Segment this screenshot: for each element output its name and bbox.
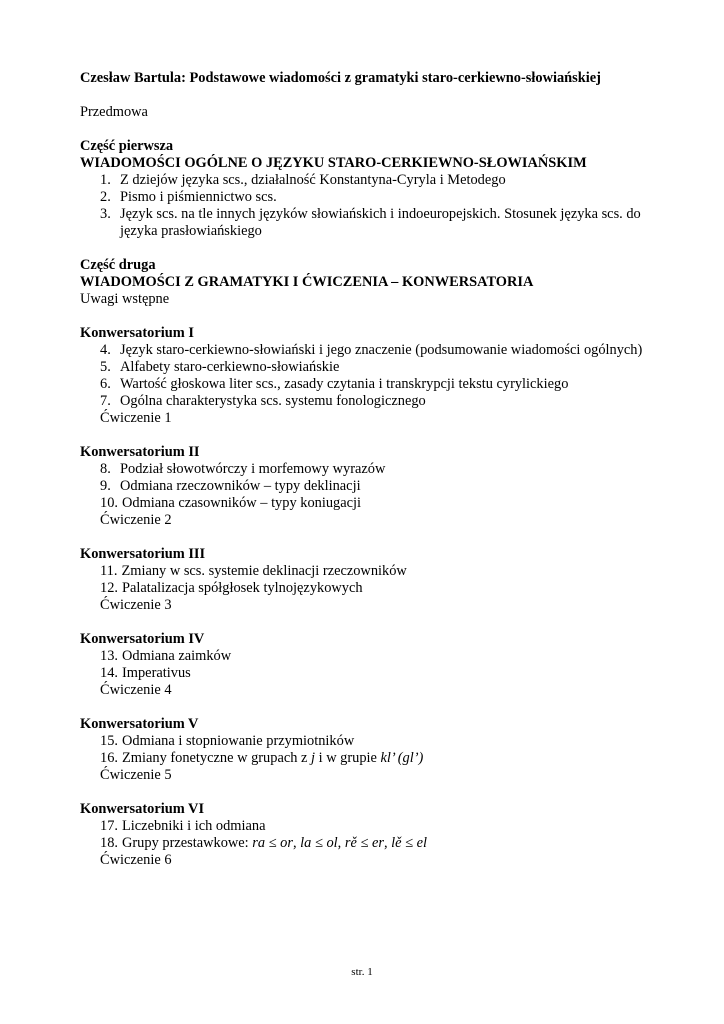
list-item bbox=[80, 359, 660, 376]
seminar-2-section bbox=[80, 444, 660, 529]
seminar-heading: Konwersatorium I bbox=[80, 325, 194, 341]
italic-fragment: ra ≤ or bbox=[252, 835, 293, 851]
italic-fragment: rě ≤ er bbox=[344, 835, 384, 851]
list-item-number: 10. bbox=[100, 495, 118, 511]
list-item-text: Palatalizacja spółgłosek tylnojęzykowych bbox=[122, 580, 363, 596]
part-one-list bbox=[80, 172, 660, 240]
list-item-text: Język staro-cerkiewno-słowiański i jego znaczenie (podsumowanie wiadomości ogólnych) bbox=[120, 342, 643, 358]
seminar-1-list bbox=[80, 342, 660, 410]
list-item bbox=[80, 478, 660, 495]
list-item-number: 7. bbox=[100, 393, 111, 409]
seminar-heading: Konwersatorium V bbox=[80, 716, 199, 732]
list-item-number: 14. bbox=[100, 665, 118, 681]
list-item-text: Z dziejów języka scs., działalność Konstantyna-Cyryla i Metodego bbox=[120, 172, 506, 188]
list-item-number: 6. bbox=[100, 376, 111, 392]
list-item-text: Wartość głoskowa liter scs., zasady czytania i transkrypcji tekstu cyrylickiego bbox=[120, 376, 569, 392]
list-item-number: 8. bbox=[100, 461, 111, 477]
list-item-number: 1. bbox=[100, 172, 111, 188]
text-fragment: i w grupie bbox=[315, 750, 381, 766]
exercise-label: Ćwiczenie 4 bbox=[100, 682, 172, 698]
list-item-text: Odmiana zaimków bbox=[122, 648, 232, 664]
seminar-6-section bbox=[80, 801, 660, 869]
part-two-heading: WIADOMOŚCI Z GRAMATYKI I ĆWICZENIA – KONWERSATORIA bbox=[80, 274, 534, 290]
seminar-5-section bbox=[80, 716, 660, 784]
list-item-text: Podział słowotwórczy i morfemowy wyrazów bbox=[120, 461, 386, 477]
list-item-text bbox=[122, 750, 660, 767]
list-item-text: Odmiana i stopniowanie przymiotników bbox=[122, 733, 355, 749]
exercise-label: Ćwiczenie 5 bbox=[100, 767, 172, 783]
list-item-number: 2. bbox=[100, 189, 111, 205]
seminar-heading: Konwersatorium VI bbox=[80, 801, 205, 817]
part-two-label: Część druga bbox=[80, 257, 156, 273]
seminar-3-section bbox=[80, 546, 660, 614]
list-item-number: 11. bbox=[100, 563, 118, 579]
italic-fragment: kl’ (gl’) bbox=[380, 750, 424, 766]
list-item-text: Liczebniki i ich odmiana bbox=[122, 818, 266, 834]
seminar-5-list bbox=[80, 733, 660, 767]
list-item bbox=[80, 393, 660, 410]
text-fragment: , bbox=[292, 835, 301, 851]
list-item bbox=[80, 189, 660, 206]
list-item-text: Język scs. na tle innych języków słowiańskich i indoeuropejskich. Stosunek języka scs. do języka prasłowiańskiego bbox=[120, 206, 641, 239]
list-item-number: 17. bbox=[100, 818, 118, 834]
list-item-number: 5. bbox=[100, 359, 111, 375]
list-item-number: 4. bbox=[100, 342, 111, 358]
list-item bbox=[80, 495, 660, 512]
list-item-text bbox=[122, 835, 660, 852]
list-item-text: Zmiany w scs. systemie deklinacji rzeczowników bbox=[121, 563, 407, 579]
seminar-6-list bbox=[80, 818, 660, 852]
list-item-text: Ogólna charakterystyka scs. systemu fonologicznego bbox=[120, 393, 426, 409]
list-item-number: 15. bbox=[100, 733, 118, 749]
list-item bbox=[80, 342, 660, 359]
text-fragment: Zmiany fonetyczne w grupach z bbox=[122, 750, 311, 766]
list-item bbox=[80, 835, 660, 852]
part-one-section bbox=[80, 138, 660, 240]
list-item-number: 18. bbox=[100, 835, 118, 851]
list-item bbox=[80, 648, 660, 665]
part-two-intro: Uwagi wstępne bbox=[80, 291, 170, 307]
list-item bbox=[80, 733, 660, 750]
list-item-text: Alfabety staro-cerkiewno-słowiańskie bbox=[120, 359, 340, 375]
italic-fragment: lě ≤ el bbox=[391, 835, 428, 851]
list-item bbox=[80, 563, 660, 580]
text-fragment: , bbox=[383, 835, 392, 851]
seminar-heading: Konwersatorium III bbox=[80, 546, 206, 562]
seminar-4-list bbox=[80, 648, 660, 682]
list-item-number: 9. bbox=[100, 478, 111, 494]
seminar-4-section bbox=[80, 631, 660, 699]
document-title: Czesław Bartula: Podstawowe wiadomości z gramatyki staro-cerkiewno-słowiańskiej bbox=[80, 70, 601, 86]
list-item-text: Odmiana czasowników – typy koniugacji bbox=[122, 495, 361, 511]
list-item-number: 3. bbox=[100, 206, 111, 222]
exercise-label: Ćwiczenie 6 bbox=[100, 852, 172, 868]
list-item-text: Pismo i piśmiennictwo scs. bbox=[120, 189, 277, 205]
list-item bbox=[80, 818, 660, 835]
document-page bbox=[80, 70, 660, 886]
part-two-section bbox=[80, 257, 660, 308]
exercise-label: Ćwiczenie 3 bbox=[100, 597, 172, 613]
italic-fragment: la ≤ ol bbox=[300, 835, 338, 851]
seminar-heading: Konwersatorium II bbox=[80, 444, 200, 460]
list-item bbox=[80, 580, 660, 597]
list-item-number: 12. bbox=[100, 580, 118, 596]
list-item bbox=[80, 461, 660, 478]
text-fragment: Grupy przestawkowe: bbox=[122, 835, 253, 851]
list-item bbox=[80, 206, 660, 240]
text-fragment: , bbox=[337, 835, 345, 851]
page-number: str. 1 bbox=[351, 966, 373, 978]
exercise-label: Ćwiczenie 1 bbox=[100, 410, 172, 426]
seminar-1-section bbox=[80, 325, 660, 427]
list-item-text: Odmiana rzeczowników – typy deklinacji bbox=[120, 478, 361, 494]
seminar-3-list bbox=[80, 563, 660, 597]
list-item bbox=[80, 376, 660, 393]
part-one-label: Część pierwsza bbox=[80, 138, 174, 154]
list-item-number: 13. bbox=[100, 648, 118, 664]
exercise-label: Ćwiczenie 2 bbox=[100, 512, 172, 528]
seminar-heading: Konwersatorium IV bbox=[80, 631, 205, 647]
list-item bbox=[80, 750, 660, 767]
italic-fragment: j bbox=[311, 750, 315, 766]
list-item-number: 16. bbox=[100, 750, 118, 766]
list-item bbox=[80, 172, 660, 189]
part-one-heading: WIADOMOŚCI OGÓLNE O JĘZYKU STARO-CERKIEWNO-SŁOWIAŃSKIM bbox=[80, 155, 587, 171]
list-item bbox=[80, 665, 660, 682]
seminar-2-list bbox=[80, 461, 660, 512]
preface-heading: Przedmowa bbox=[80, 104, 148, 120]
list-item-text: Imperativus bbox=[122, 665, 191, 681]
